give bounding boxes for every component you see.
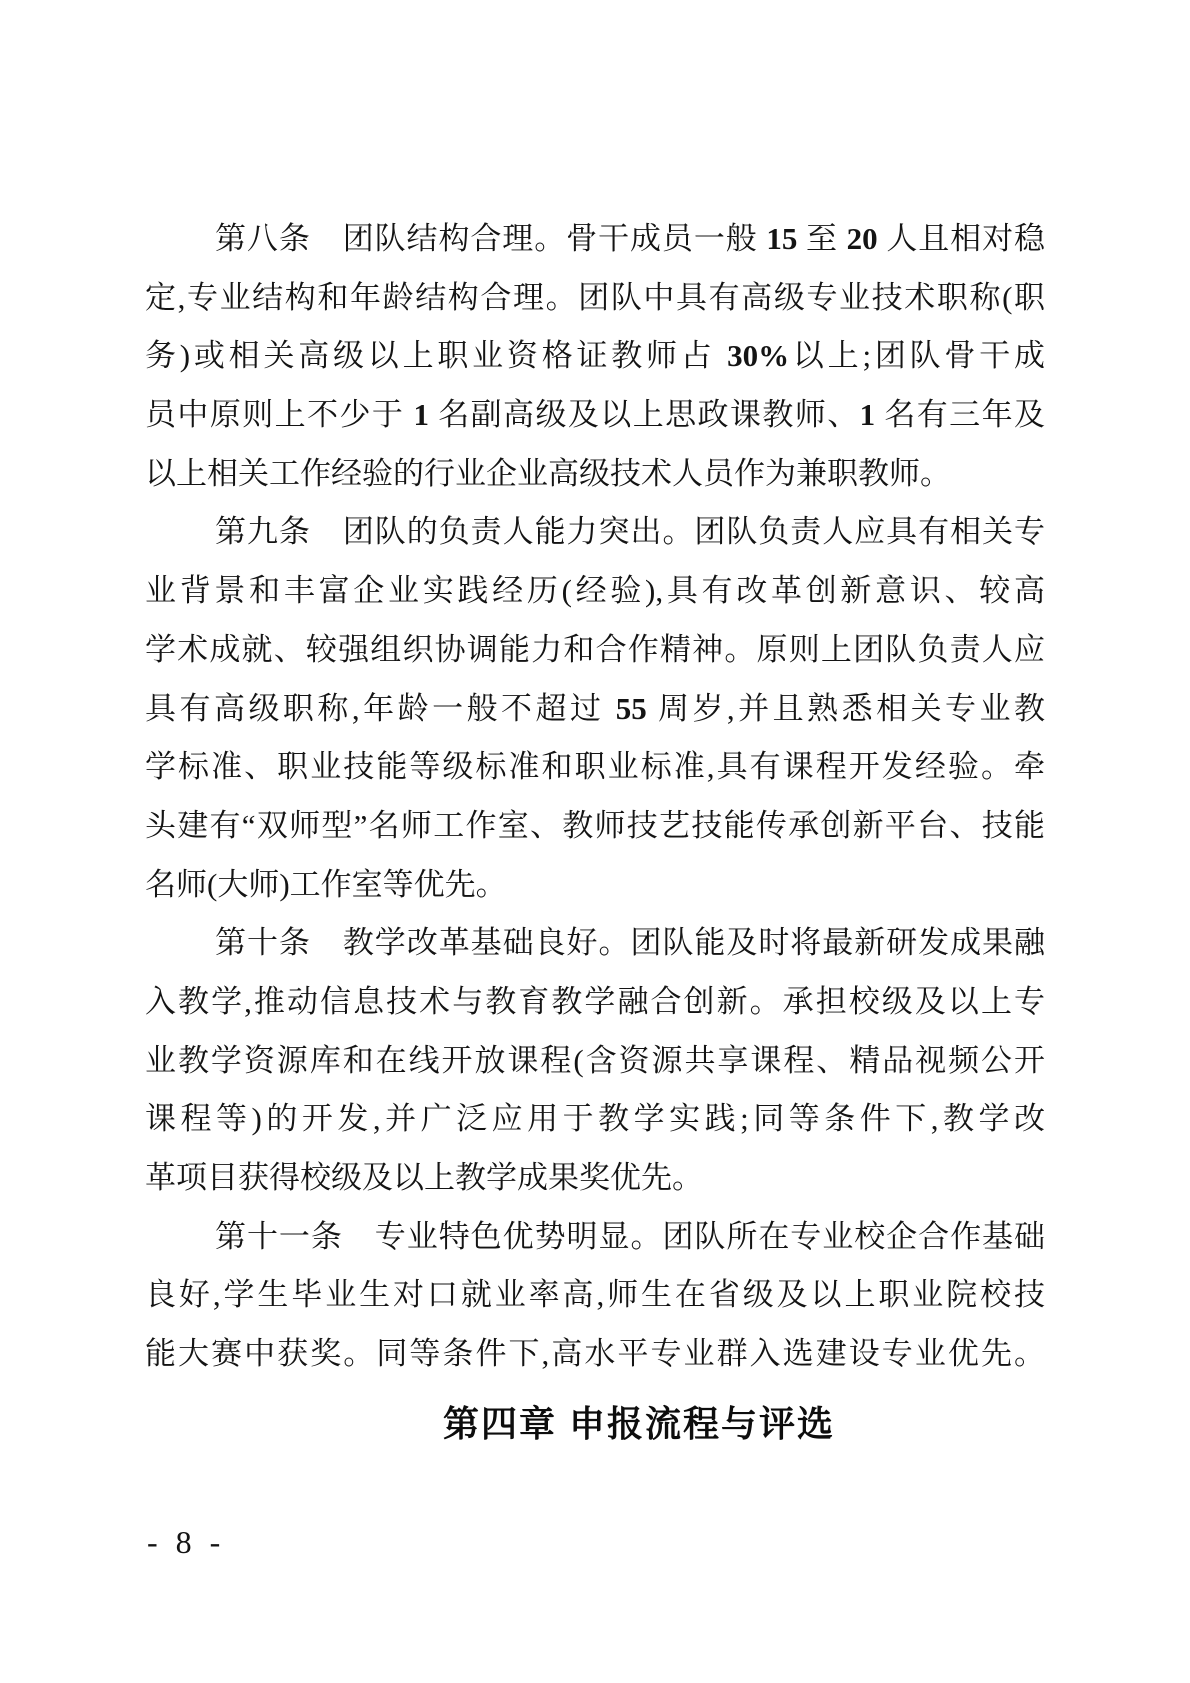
text-line bbox=[145, 797, 1045, 856]
text-run: 定,专业结构和年龄结构合理。团队中具有高级专业技术职称(职 bbox=[145, 279, 1045, 315]
text-run: 能大赛中获奖。同等条件下,高水平专业群入选建设专业优先。 bbox=[145, 1336, 1045, 1372]
text-line bbox=[145, 327, 1045, 386]
page-number: - 8 - bbox=[147, 1524, 226, 1560]
text-line bbox=[145, 856, 1045, 915]
bold-number: 55 bbox=[615, 690, 647, 726]
text-line bbox=[145, 914, 1045, 973]
text-line bbox=[145, 1032, 1045, 1091]
text-line bbox=[145, 1090, 1045, 1149]
text-run: 第十条 教学改革基础良好。团队能及时将最新研发成果融 bbox=[215, 925, 1045, 961]
text-run: 人且相对稳 bbox=[877, 221, 1045, 256]
text-run: 第八条 团队结构合理。骨干成员一般 bbox=[215, 221, 767, 256]
text-line bbox=[145, 1325, 1045, 1384]
bold-number: 1 bbox=[413, 397, 430, 433]
text-run: 名师(大师)工作室等优先。 bbox=[145, 866, 507, 902]
text-line bbox=[145, 738, 1045, 797]
text-line bbox=[145, 621, 1045, 680]
text-run: 周岁,并且熟悉相关专业教 bbox=[646, 690, 1045, 726]
text-run: 以上;团队骨干成 bbox=[789, 338, 1045, 374]
text-run: 名副高级及以上思政课教师、 bbox=[429, 397, 860, 433]
text-line bbox=[145, 210, 1045, 269]
text-line bbox=[145, 503, 1045, 562]
text-run: 名有三年及 bbox=[875, 397, 1045, 433]
text-run: 业教学资源库和在线开放课程(含资源共享课程、精品视频公开 bbox=[145, 1042, 1045, 1078]
text-run: 学标准、职业技能等级标准和职业标准,具有课程开发经验。牵 bbox=[145, 749, 1045, 785]
text-line bbox=[145, 1266, 1045, 1325]
text-run: 务)或相关高级以上职业资格证教师占 bbox=[145, 338, 728, 374]
text-run: 第十一条 专业特色优势明显。团队所在专业校企合作基础 bbox=[215, 1218, 1045, 1254]
text-line bbox=[145, 386, 1045, 445]
text-run: 入教学,推动信息技术与教育教学融合创新。承担校级及以上专 bbox=[145, 983, 1045, 1019]
bold-number: 30% bbox=[727, 338, 790, 374]
text-line bbox=[145, 1149, 1045, 1208]
text-line bbox=[145, 1208, 1045, 1267]
chapter-heading: 第四章 申报流程与评选 bbox=[442, 1403, 835, 1444]
text-run: 第九条 团队的负责人能力突出。团队负责人应具有相关专 bbox=[215, 514, 1045, 550]
text-run: 头建有“双师型”名师工作室、教师技艺技能传承创新平台、技能 bbox=[145, 807, 1045, 843]
text-line bbox=[145, 973, 1045, 1032]
text-run: 课程等)的开发,并广泛应用于教学实践;同等条件下,教学改 bbox=[145, 1101, 1045, 1137]
text-line bbox=[145, 562, 1045, 621]
text-line bbox=[145, 445, 1045, 504]
document-body bbox=[145, 210, 1045, 1384]
text-run: 良好,学生毕业生对口就业率高,师生在省级及以上职业院校技 bbox=[145, 1277, 1045, 1313]
bold-number: 20 bbox=[846, 221, 878, 256]
text-run: 员中原则上不少于 bbox=[145, 397, 414, 433]
text-run: 革项目获得校级及以上教学成果奖优先。 bbox=[145, 1160, 703, 1195]
text-run: 具有高级职称,年龄一般不超过 bbox=[145, 690, 616, 726]
text-run: 以上相关工作经验的行业企业高级技术人员作为兼职教师。 bbox=[145, 455, 951, 491]
bold-number: 1 bbox=[859, 397, 876, 433]
text-line bbox=[145, 680, 1045, 739]
text-run: 至 bbox=[797, 221, 847, 256]
text-line bbox=[145, 269, 1045, 328]
text-run: 学术成就、较强组织协调能力和合作精神。原则上团队负责人应 bbox=[145, 631, 1045, 667]
bold-number: 15 bbox=[766, 221, 798, 256]
text-run: 业背景和丰富企业实践经历(经验),具有改革创新意识、较高 bbox=[145, 573, 1045, 609]
